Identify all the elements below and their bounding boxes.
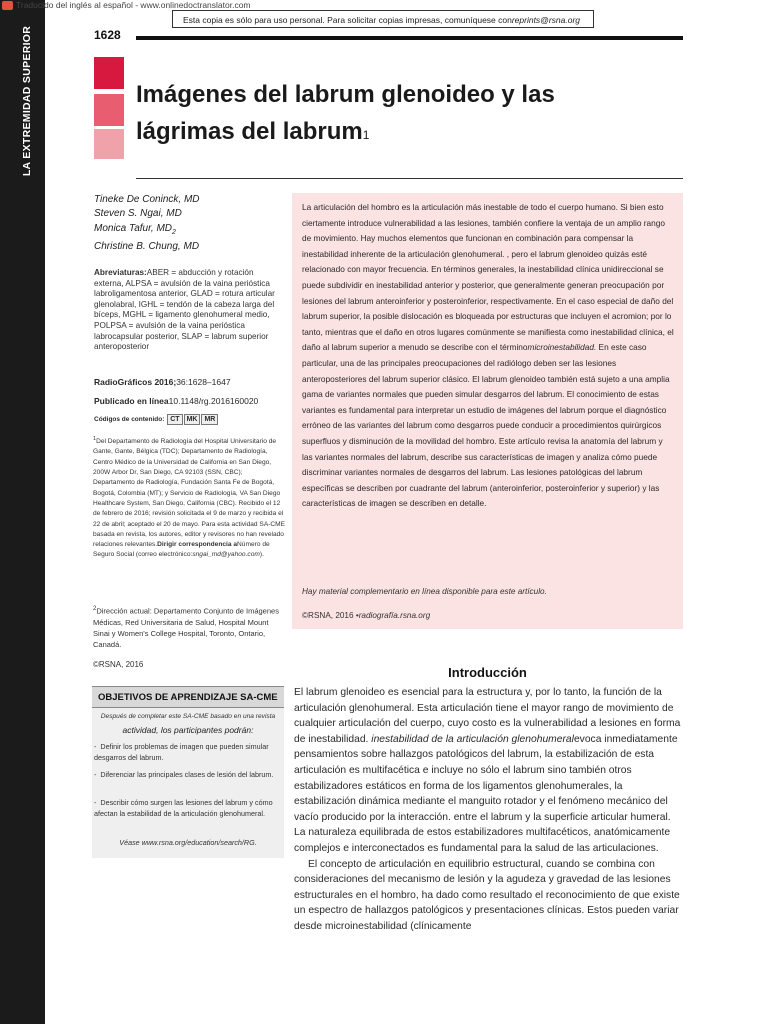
code-badge: MK	[184, 414, 201, 425]
abstract-text: La articulación del hombro es la articulación más inestable de todo el cuerpo humano. Si bien esto ciertamente introduce vulnerabilidad a las lesiones, también confiere la ventaja de un amplio rango de movimiento. Hay muchos elementos que funcionan en combinación para compensar la inestabilidad inherente de la articulación glenohumeral. , pero el labrum glenoideo quizás esté relacionado con mayor frecuencia. En términos generales, la inestabilidad clínica unidireccional se puede subdividir en inestabilidad anterior y posterior, que generalmente generan preocupación por lesiones del labrum anteroinferior y posteroinferior, respectivamente. En el caso especial de daño del labrum superior, la posible dislocación es bloqueada por estructuras que incluyen el acromion; por lo tanto, mientras que el daño en otros lugares comúnmente se manifiesta como inestabilidad clínica, el daño al labrum superior a menudo se describe con el términomicroinestabilidad. En este caso particular, una de las principales preocupaciones del radiólogo deben ser las lesiones anteroposteriores del labrum superior clásico. El labrum glenoideo también está sujeto a una amplia gama de variantes normales que pueden simular desgarros del labrum. El conocimiento de estas variantes es fundamental para interpretar un estudio de imágenes del labrum porque el diagnóstico erróneo de las variantes del labrum como desgarros puede conducir a procedimientos quirúrgicos superfluos y disminución de la movilidad del hombro. Este artículo revisa la anatomía del labrum y las variantes normales del labrum, describe sus características de imagen y analiza cómo puede discriminar variantes normales de desgarros del labrum. Las lesiones patológicas del labrum específicas se describen por cuadrante del labrum (anteroinferior, posteroinferior y superior) y las características de imagen se describen en detalle.	[302, 202, 674, 509]
objectives-link[interactable]: Véase www.rsna.org/education/search/RG.	[119, 838, 257, 847]
objective-item: - Definir los problemas de imagen que pueden simular desgarros del labrum.	[94, 742, 269, 762]
copy-email[interactable]: reprints@rsna.org	[511, 15, 580, 25]
code-badge: MR	[201, 414, 218, 425]
published-online: Publicado en línea10.1148/rg.2016160020	[94, 396, 259, 406]
title-footnote: 1	[362, 128, 370, 142]
objectives-subintro: actividad, los participantes podrán:	[122, 725, 254, 735]
sidebar-label: LA EXTREMIDAD SUPERIOR	[21, 25, 33, 177]
supplemental-note: Hay material complementario en línea disponible para este artículo.	[302, 587, 547, 596]
abstract-copyright: ©RSNA, 2016 •radiografía.rsna.org	[302, 611, 431, 620]
header-rule	[136, 36, 683, 40]
objective-item: - Diferenciar las principales clases de lesión del labrum.	[94, 770, 274, 779]
code-badge: CT	[167, 414, 182, 425]
translator-note[interactable]: Traducido del inglés al español - www.onlinedoctranslator.com	[2, 0, 251, 10]
journal-site-link[interactable]: radiografía.rsna.org	[358, 611, 431, 620]
section-heading: Introducción	[448, 665, 527, 680]
content-codes: Códigos de contenido: CT MK MR	[94, 414, 284, 425]
author-list	[94, 193, 289, 254]
author-email[interactable]: sngai_md@yahoo.com	[192, 551, 260, 559]
affiliation: $^1$Del Departamento de Radiología del Hospital Universitario de Gante, Gante, Bélgica (TDC); Departamento de Radiología, Centro Médico de la Universidad de California en San Diego, 200W Arbor Dr, San Diego, CA 92103 (SSN, CBC); Departamento de Radiología, Fundación Santa Fe de Bogotá, Bogotá, Colombia (MT); y Servicio de Radiología, VA San Diego Healthcare System, San Diego, California (CBC). Recibido el 12 de febrero de 2016; revisión solicitada el 9 de marzo y recibida el 22 de abril; aceptado el 20 de mayo. Para esta actividad SA-CME basada en revista, los autores, editor y revisores no han revelado relaciones relevantes.Dirigir correspondencia aNúmero de Seguro Social (correo electrónico:sngai_md@yahoo.com).	[93, 436, 286, 559]
author: Tineke De Coninck, MD	[94, 194, 200, 205]
copyright-left: ©RSNA, 2016	[93, 660, 144, 669]
citation: RadioGráficos 2016;36:1628–1647	[94, 377, 231, 387]
page-number: 1628	[94, 28, 121, 42]
translator-icon	[2, 1, 13, 10]
author: Monica Tafur, $MD_2$	[94, 222, 176, 236]
author: Christine B. Chung, MD	[94, 240, 200, 252]
copy-notice-box: Esta copia es sólo para uso personal. Para solicitar copias impresas, comuníquese conreprints@rsna.org	[172, 10, 594, 28]
current-address: $^2$Dirección actual: Departamento Conjunto de Imágenes Médicas, Red Universitaria de Salud, Hospital Mount Sinai y Women's College Hospital, Toronto, Ontario, Canadá.	[93, 606, 279, 649]
objective-item: - Describir cómo surgen las lesiones del labrum y cómo afectan la estabilidad de la articulación glenohumeral.	[94, 798, 273, 818]
title-rule	[136, 178, 683, 179]
objectives-heading: OBJETIVOS DE APRENDIZAJE SA-CME	[92, 686, 284, 708]
introduction-body	[294, 685, 684, 935]
paragraph: El labrum glenoideo es esencial para la estructura y, por lo tanto, la función de la articulación glenohumeral. Esta articulación tiene el mayor rango de movimiento de cualquier articulación del cuerpo, cuyo costo es la vulnerabilidad a lesiones en forma de inestabilidad. inestabilidad de la articulación glenohumeralevoca inmediatamente pensamientos sobre hallazgos patológicos del labrum, la estabilización de esta articulación es multifacética e incluye no sólo el labrum sino también otros estabilizadores estáticos en forma de los ligamentos glenohumerales, la estabilización dinámica mediante el manguito rotador y el fenómeno mecánico del vacío producido por la interacción. entre el labrum y la superficie articular humeral. La naturaleza equilibrada de estos estabilizadores multifacéticos, anatómicamente complejos e interconectados es fundamental para la salud de las articulaciones.	[294, 687, 681, 854]
color-block-light	[94, 129, 124, 159]
objectives-intro: Después de completar este SA-CME basado en una revista	[100, 713, 276, 720]
doi-link[interactable]: 10.1148/rg.2016160020	[168, 396, 259, 406]
color-block-mid	[94, 94, 124, 126]
color-block-dark	[94, 57, 124, 89]
article-title: Imágenes del labrum glenoideo y las lágrimas del labrum1	[136, 81, 555, 145]
abbreviations: Abreviaturas:ABER = abducción y rotación externa, ALPSA = avulsión de la vaina perióstica labroligamentosa anterior, GLAD = rotura articular glenolabral, IGHL = tendón de la cabeza larga del bíceps, MGHL = ligamento glenohumeral medio, POLPSA = avulsión de la vaina perióstica labrocapsular posterior, SLAP = labrum superior anteroposterior	[94, 268, 275, 352]
author: Steven S. Ngai, MD	[94, 208, 182, 220]
paragraph: El concepto de articulación en equilibrio estructural, cuando se combina con consideraciones del mecanismo de lesión y la agudeza y gravedad de las lesiones estructurales en el hombro, ha dado como resultado el reconocimiento de que existe un espectro de hallazgos patológicos y presentaciones clínicas. Estos pueden variar desde microinestabilidad (clínicamente	[294, 858, 680, 932]
